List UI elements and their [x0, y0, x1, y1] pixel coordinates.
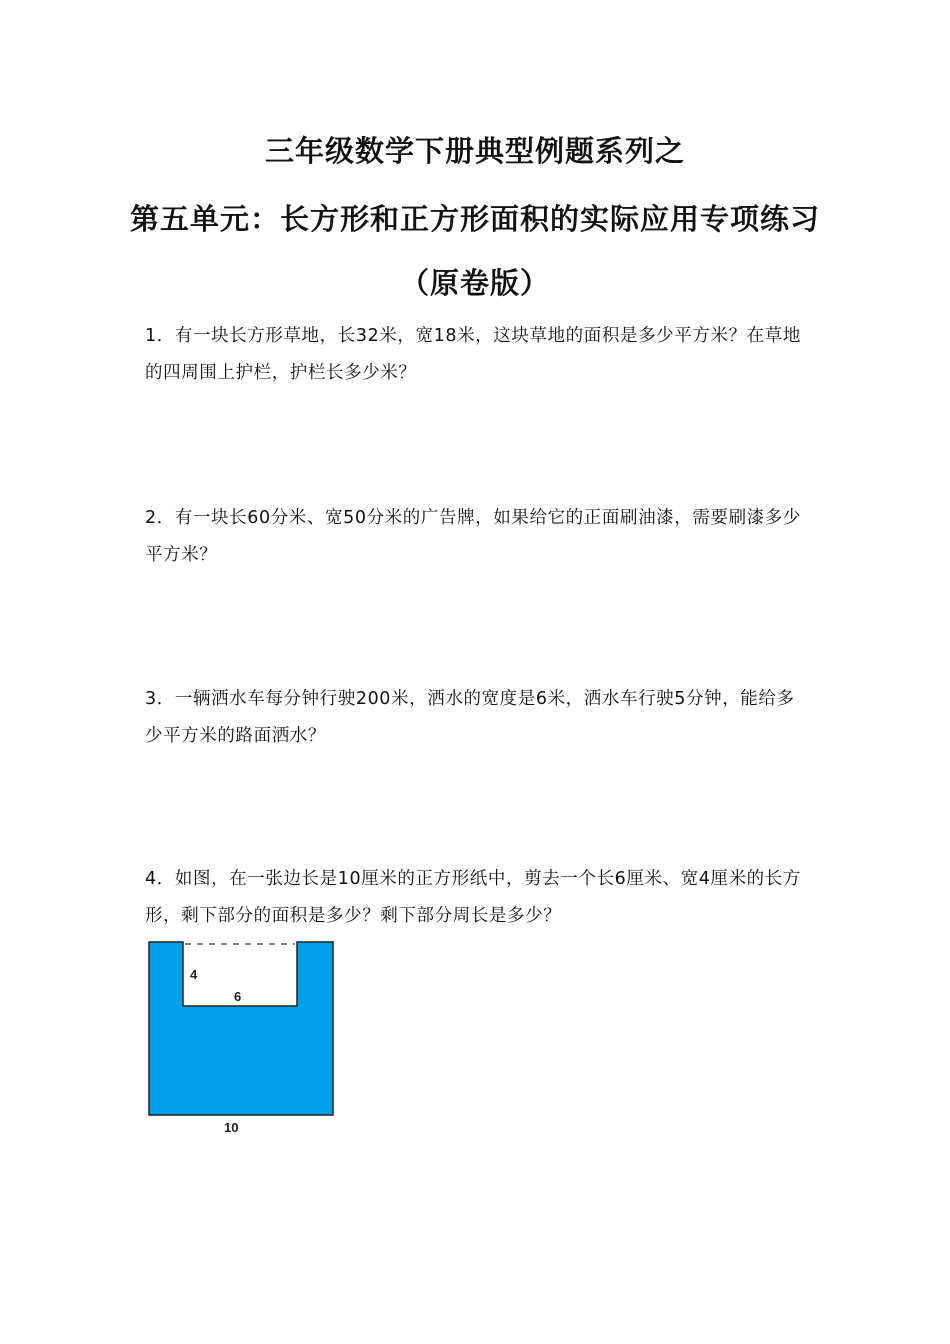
question-text: 如图，在一张边长是10厘米的正方形纸中，剪去一个长6厘米、宽4厘米的长方形，剩下部分的面积是多少？剩下部分周长是多少？: [145, 869, 801, 926]
question-number: 3．: [145, 689, 175, 709]
question-1: [145, 318, 810, 392]
question-3: [145, 681, 810, 755]
label-cut-width: 6: [234, 989, 242, 1004]
page-title-line-2: 第五单元：长方形和正方形面积的实际应用专项练习: [129, 202, 820, 236]
page-title-line-1: 三年级数学下册典型例题系列之: [264, 134, 685, 168]
question-text: 有一块长方形草地，长32米，宽18米，这块草地的面积是多少平方米？在草地的四周围上护栏，护栏长多少米？: [145, 326, 801, 383]
question-text: 一辆洒水车每分钟行驶200米，洒水的宽度是6米，洒水车行驶5分钟，能给多少平方米的路面洒水？: [145, 689, 795, 746]
question-text: 有一块长60分米、宽50分米的广告牌，如果给它的正面刷油漆，需要刷漆多少平方米？: [145, 508, 801, 565]
label-side: 10: [224, 1120, 239, 1135]
question-number: 1．: [145, 326, 175, 346]
page-title-line-3: （原卷版）: [399, 266, 550, 300]
question-number: 2．: [145, 508, 175, 528]
label-height: 4: [190, 967, 198, 982]
question-2: [145, 500, 810, 574]
question-4: [145, 861, 810, 935]
cut-square-figure: [145, 938, 340, 1143]
question-number: 4．: [145, 869, 175, 889]
remaining-paper-shape: [149, 942, 333, 1115]
figure-drawing: [145, 938, 340, 1143]
